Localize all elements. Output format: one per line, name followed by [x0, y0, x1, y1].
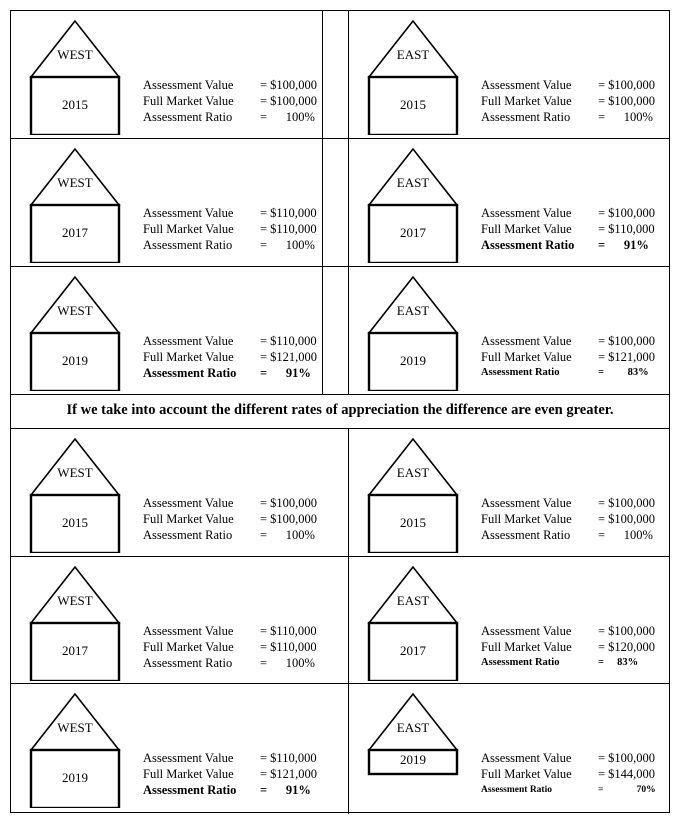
full-market-value-row: [143, 639, 317, 655]
assessment-stats: [143, 495, 317, 543]
assessment-stats: [143, 205, 317, 253]
house-outline: [367, 273, 459, 391]
east-label: EAST: [396, 175, 430, 190]
full-market-value-row: [481, 349, 655, 365]
stat-value: = 100%: [260, 238, 315, 252]
stat-label: Full Market Value: [143, 94, 234, 108]
house-outline: [367, 145, 459, 263]
stat-label: Assessment Value: [143, 78, 234, 92]
stat-label: Assessment Value: [143, 624, 234, 638]
stat-value: = 83%: [598, 367, 649, 378]
stat-value: = $121,000: [598, 350, 656, 364]
house-icon: [29, 145, 121, 263]
stat-value: = $100,000: [260, 78, 318, 92]
house-icon: [29, 690, 121, 808]
stat-value: = $100,000: [260, 94, 318, 108]
house-icon: [367, 435, 459, 553]
full-market-value-row: [481, 221, 655, 237]
west-label: WEST: [57, 593, 93, 608]
east-label: EAST: [396, 720, 430, 735]
house-outline: [29, 435, 121, 553]
stat-value: = 100%: [260, 656, 315, 670]
stat-label: Full Market Value: [143, 222, 234, 236]
stat-label: Assessment Ratio: [143, 238, 233, 252]
stat-label: Assessment Value: [143, 206, 234, 220]
stat-value: = 91%: [598, 238, 649, 252]
stat-label: Assessment Value: [481, 496, 572, 510]
stat-label: Assessment Ratio: [143, 656, 233, 670]
full-market-value-row: [481, 511, 655, 527]
stat-label: Assessment Value: [143, 751, 234, 765]
stat-value: = $100,000: [260, 496, 318, 510]
stat-value: = $110,000: [260, 624, 317, 638]
east-label: EAST: [396, 593, 430, 608]
stat-label: Full Market Value: [481, 222, 572, 236]
year-label: 2019: [400, 752, 426, 767]
stat-label: Full Market Value: [143, 767, 234, 781]
stat-label: Assessment Value: [481, 624, 572, 638]
stat-label: Assessment Ratio: [481, 785, 552, 795]
full-market-value-row: [481, 93, 655, 109]
stat-value: = $110,000: [260, 206, 317, 220]
year-label: 2019: [62, 353, 88, 368]
full-market-value-row: [143, 766, 317, 782]
west-house-cell: [11, 557, 341, 684]
east-house-cell: [349, 267, 679, 394]
stat-label: Assessment Ratio: [481, 238, 575, 252]
west-label: WEST: [57, 720, 93, 735]
assessment-ratio-row: [143, 655, 317, 671]
stat-value: = $110,000: [260, 334, 317, 348]
full-market-value-row: [143, 511, 317, 527]
assessment-value-row: [143, 623, 317, 639]
stat-label: Full Market Value: [143, 350, 234, 364]
assessment-value-row: [143, 495, 317, 511]
stat-label: Assessment Value: [481, 78, 572, 92]
year-label: 2015: [62, 97, 88, 112]
stat-value: = $100,000: [598, 751, 656, 765]
stat-value: = $121,000: [260, 350, 318, 364]
assessment-value-row: [143, 205, 317, 221]
stat-value: = 100%: [260, 528, 315, 542]
assessment-value-row: [481, 750, 656, 766]
stat-value: = $110,000: [598, 222, 655, 236]
east-house-cell: [349, 429, 679, 556]
stat-label: Assessment Ratio: [143, 783, 237, 797]
house-outline: [367, 563, 459, 681]
assessment-ratio-row: [143, 237, 317, 253]
east-house-cell: [349, 11, 679, 138]
stat-label: Full Market Value: [481, 350, 572, 364]
stat-value: = 100%: [260, 110, 315, 124]
west-house-cell: [11, 11, 341, 138]
stat-value: = $120,000: [598, 640, 656, 654]
divider: [11, 394, 669, 395]
assessment-stats: [143, 623, 317, 671]
assessment-value-row: [143, 333, 317, 349]
stat-value: = 91%: [260, 366, 311, 380]
full-market-value-row: [143, 93, 317, 109]
stat-value: = $100,000: [598, 334, 656, 348]
assessment-ratio-row: [481, 365, 655, 381]
house-icon: [367, 273, 459, 391]
west-house-cell: [11, 684, 341, 811]
stat-label: Assessment Ratio: [481, 657, 560, 668]
assessment-ratio-row: [481, 782, 656, 798]
east-label: EAST: [396, 303, 430, 318]
west-house-cell: [11, 429, 341, 556]
house-outline: [29, 145, 121, 263]
year-label: 2015: [62, 515, 88, 530]
assessment-stats: [143, 333, 317, 381]
assessment-ratio-row: [481, 655, 655, 671]
stat-label: Full Market Value: [143, 512, 234, 526]
west-label: WEST: [57, 175, 93, 190]
stat-label: Assessment Ratio: [481, 528, 571, 542]
assessment-value-row: [143, 77, 317, 93]
assessment-stats: [481, 623, 655, 671]
assessment-value-row: [143, 750, 317, 766]
house-outline: [29, 273, 121, 391]
stat-label: Assessment Ratio: [481, 367, 560, 378]
east-house-cell: [349, 557, 679, 684]
year-label: 2015: [400, 97, 426, 112]
house-outline: [367, 690, 459, 808]
assessment-stats: [481, 77, 655, 125]
stat-label: Assessment Ratio: [143, 528, 233, 542]
house-outline: [367, 435, 459, 553]
stat-value: = $100,000: [598, 512, 656, 526]
house-icon: [367, 17, 459, 135]
assessment-value-row: [481, 333, 655, 349]
year-label: 2015: [400, 515, 426, 530]
west-house-cell: [11, 267, 341, 394]
house-outline: [29, 563, 121, 681]
stat-label: Assessment Ratio: [143, 366, 237, 380]
banner-text: If we take into account the different rates of appreciation the difference are even greater.: [66, 402, 614, 418]
stat-label: Full Market Value: [481, 640, 572, 654]
stat-value: = $110,000: [260, 640, 317, 654]
stat-value: = $100,000: [598, 624, 656, 638]
stat-label: Full Market Value: [481, 767, 572, 781]
stat-value: = 83%: [598, 657, 639, 668]
full-market-value-row: [143, 349, 317, 365]
assessment-stats: [481, 495, 655, 543]
stat-value: = $110,000: [260, 222, 317, 236]
stat-label: Assessment Value: [481, 334, 572, 348]
assessment-value-row: [481, 495, 655, 511]
assessment-ratio-row: [481, 237, 655, 253]
assessment-ratio-row: [481, 527, 655, 543]
stat-value: = $110,000: [260, 751, 317, 765]
stat-value: = $100,000: [598, 496, 656, 510]
house-icon: [29, 17, 121, 135]
east-house-cell: [349, 684, 679, 811]
year-label: 2017: [400, 225, 426, 240]
house-icon: [29, 273, 121, 391]
stat-label: Full Market Value: [143, 640, 234, 654]
east-label: EAST: [396, 47, 430, 62]
stat-value: = $100,000: [598, 206, 656, 220]
west-house-cell: [11, 139, 341, 266]
full-market-value-row: [481, 639, 655, 655]
stat-label: Full Market Value: [481, 512, 572, 526]
east-label: EAST: [396, 465, 430, 480]
year-label: 2017: [62, 225, 88, 240]
assessment-ratio-row: [143, 782, 317, 798]
year-label: 2019: [400, 353, 426, 368]
year-label: 2019: [62, 770, 88, 785]
stat-label: Assessment Value: [481, 751, 572, 765]
stat-value: = 100%: [598, 528, 653, 542]
year-label: 2017: [400, 643, 426, 658]
house-icon: [367, 145, 459, 263]
stat-value: = $144,000: [598, 767, 656, 781]
stat-value: = $100,000: [598, 94, 656, 108]
house-outline: [29, 690, 121, 808]
west-label: WEST: [57, 303, 93, 318]
stat-label: Assessment Ratio: [143, 110, 233, 124]
assessment-value-row: [481, 77, 655, 93]
full-market-value-row: [481, 766, 656, 782]
house-icon: [29, 435, 121, 553]
assessment-value-row: [481, 623, 655, 639]
assessment-ratio-row: [143, 109, 317, 125]
stat-label: Assessment Value: [143, 334, 234, 348]
west-label: WEST: [57, 465, 93, 480]
stat-label: Assessment Value: [481, 206, 572, 220]
stat-label: Assessment Ratio: [481, 110, 571, 124]
house-outline: [29, 17, 121, 135]
stat-label: Assessment Value: [143, 496, 234, 510]
assessment-stats: [481, 750, 656, 798]
assessment-stats: [143, 750, 317, 798]
stat-value: = 100%: [598, 110, 653, 124]
comparison-table: [10, 10, 670, 813]
stat-value: = $100,000: [598, 78, 656, 92]
assessment-ratio-row: [481, 109, 655, 125]
assessment-value-row: [481, 205, 655, 221]
west-label: WEST: [57, 47, 93, 62]
house-icon: [29, 563, 121, 681]
assessment-stats: [143, 77, 317, 125]
assessment-stats: [481, 205, 655, 253]
assessment-ratio-row: [143, 527, 317, 543]
house-outline: [367, 17, 459, 135]
house-icon: [367, 563, 459, 681]
assessment-stats: [481, 333, 655, 381]
stat-value: = $121,000: [260, 767, 318, 781]
full-market-value-row: [143, 221, 317, 237]
stat-value: = $100,000: [260, 512, 318, 526]
house-icon: [367, 690, 459, 808]
stat-label: Full Market Value: [481, 94, 572, 108]
stat-value: = 91%: [260, 783, 311, 797]
east-house-cell: [349, 139, 679, 266]
year-label: 2017: [62, 643, 88, 658]
assessment-ratio-row: [143, 365, 317, 381]
stat-value: = 70%: [598, 785, 656, 795]
